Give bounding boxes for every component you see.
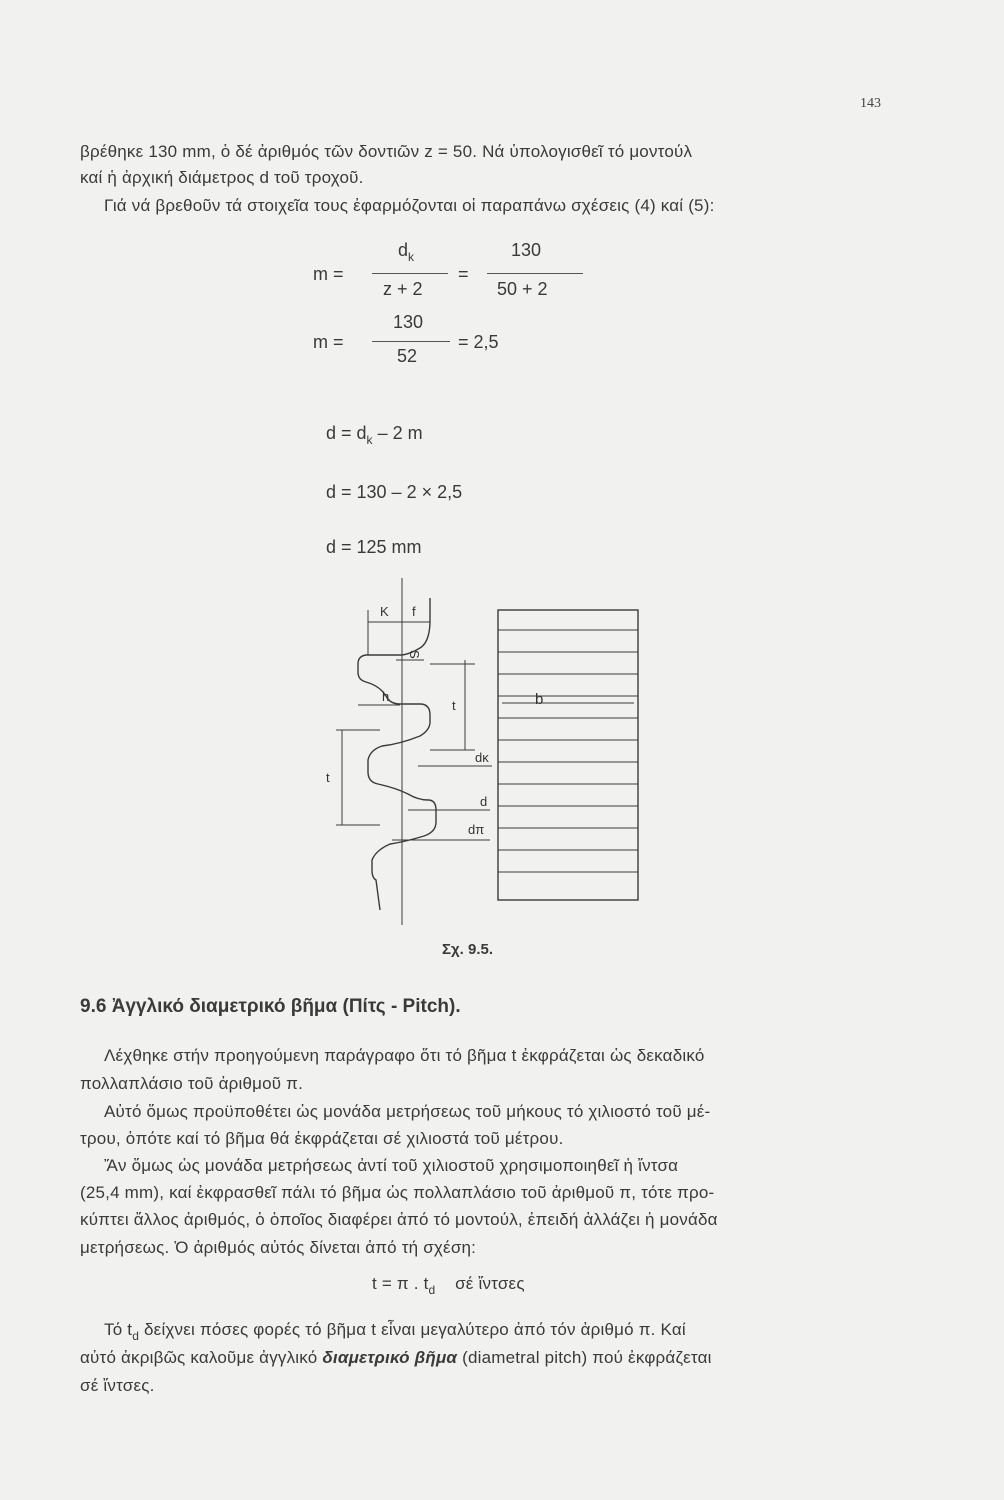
figure-caption: Σχ. 9.5. xyxy=(442,941,493,958)
eq3-rhs: – 2 m xyxy=(377,423,423,443)
eq1-num-a-sub: k xyxy=(408,250,415,264)
formula-main: t = π . t xyxy=(372,1274,429,1293)
equation-4: d = 130 – 2 × 2,5 xyxy=(326,482,463,502)
para4-l2-a: αὐτό ἀκριβῶς καλοῦμε ἀγγλικό xyxy=(80,1348,323,1367)
formula xyxy=(372,1272,525,1297)
eq1-fraction-bar-b xyxy=(487,273,583,274)
eq2-rhs: = 2,5 xyxy=(458,332,499,352)
equation-3 xyxy=(326,423,423,447)
eq1-mid-equals: = xyxy=(458,264,469,284)
label-t-right: t xyxy=(452,698,456,713)
tooth-profile xyxy=(358,598,436,910)
eq1-num-b: 130 xyxy=(511,240,542,260)
eq1-num-a xyxy=(398,240,415,264)
label-h: h xyxy=(382,689,390,704)
label-k: K xyxy=(380,604,389,619)
eq2-num: 130 xyxy=(393,312,424,332)
intro-line-3: Γιά νά βρεθοῦν τά στοιχεῖα τους ἐφαρμόζονται οἱ παραπάνω σχέσεις (4) καί (5): xyxy=(104,196,715,215)
formula-sub: d xyxy=(428,1283,436,1297)
eq2-den: 52 xyxy=(397,346,418,366)
label-d: d xyxy=(480,794,488,809)
para4-l1-a: Τό t xyxy=(104,1320,133,1339)
para1-line2: πολλαπλάσιο τοῦ ἀριθμοῦ π. xyxy=(80,1074,304,1093)
intro-line-2: καί ἡ ἀρχική διάμετρος d τοῦ τροχοῦ. xyxy=(80,168,364,187)
label-s: S xyxy=(407,650,422,659)
label-b: b xyxy=(535,691,544,708)
eq2-lhs: m = xyxy=(313,332,344,352)
page-number: 143 xyxy=(860,96,881,111)
eq1-lhs: m = xyxy=(313,264,344,284)
eq3-sub: k xyxy=(366,433,373,447)
para2-line1: Αὐτό ὅμως προϋποθέτει ὡς μονάδα μετρήσεως τοῦ μήκους τό χιλιοστό τοῦ μέ- xyxy=(104,1102,711,1121)
eq1-num-a-main: d xyxy=(398,240,409,260)
label-dp: dπ xyxy=(468,822,485,837)
para4-line2 xyxy=(80,1346,712,1370)
para1-line1: Λέχθηκε στήν προηγούμενη παράγραφο ὅτι τό βῆμα t ἐκφράζεται ὡς δεκαδικό xyxy=(104,1046,705,1065)
eq1-den-b: 50 + 2 xyxy=(497,279,548,299)
para2-line2: τρου, ὁπότε καί τό βῆμα θά ἐκφράζεται σέ χιλιοστά τοῦ μέτρου. xyxy=(80,1129,564,1148)
eq3-lhs: d = d xyxy=(326,423,367,443)
section-heading: 9.6 Ἀγγλικό διαμετρικό βῆμα (Πίτς - Pitch). xyxy=(80,996,461,1017)
eq1-den-a: z + 2 xyxy=(383,279,423,299)
para4-line1 xyxy=(104,1318,686,1343)
para3-line4: μετρήσεως. Ὁ ἀριθμός αὐτός δίνεται ἀπό τή σχέση: xyxy=(80,1238,477,1257)
para4-l1-sub: d xyxy=(132,1329,140,1343)
eq1-fraction-bar-a xyxy=(372,273,448,274)
rack-body xyxy=(498,610,638,900)
equation-5: d = 125 mm xyxy=(326,537,422,557)
para4-l1-b: δείχνει πόσες φορές τό βῆμα t εἶναι μεγαλύτερο ἀπό τόν ἀριθμό π. Καί xyxy=(139,1320,686,1339)
para4-line3: σέ ἴντσες. xyxy=(80,1376,155,1395)
label-t-left: t xyxy=(326,770,330,785)
gear-tooth-figure xyxy=(320,560,650,940)
para4-l2-b: (diametral pitch) πού ἐκφράζεται xyxy=(457,1348,712,1367)
para3-line1: Ἄν ὅμως ὡς μονάδα μετρήσεως ἀντί τοῦ χιλιοστοῦ χρησιμοποιηθεῖ ἡ ἴντσα xyxy=(104,1156,679,1175)
formula-unit: σέ ἴντσες xyxy=(455,1274,525,1293)
intro-line-1: βρέθηκε 130 mm, ὁ δέ ἀριθμός τῶν δοντιῶν z = 50. Νά ὑπολογισθεῖ τό μοντούλ xyxy=(80,142,693,161)
para4-l2-em: διαμετρικό βῆμα xyxy=(322,1348,458,1367)
eq2-fraction-bar xyxy=(372,341,450,342)
label-dk: dκ xyxy=(475,750,489,765)
label-f: f xyxy=(412,604,416,619)
para3-line3: κύπτει ἄλλος ἀριθμός, ὁ ὁποῖος διαφέρει ἀπό τό μοντούλ, ἐπειδή ἀλλάζει ἡ μονάδα xyxy=(80,1210,718,1229)
para3-line2: (25,4 mm), καί ἐκφρασθεῖ πάλι τό βῆμα ὡς πολλαπλάσιο τοῦ ἀριθμοῦ π, τότε προ- xyxy=(80,1183,715,1202)
